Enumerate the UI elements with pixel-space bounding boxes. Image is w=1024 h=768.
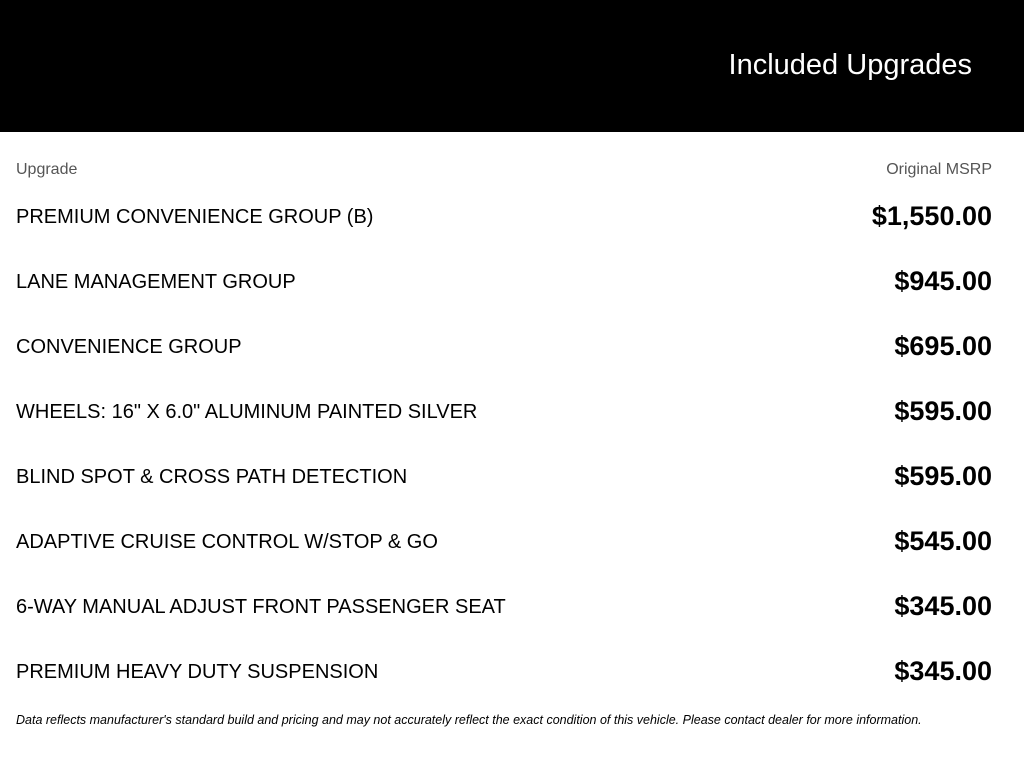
upgrade-name: PREMIUM CONVENIENCE GROUP (B) bbox=[16, 206, 374, 228]
upgrade-name: LANE MANAGEMENT GROUP bbox=[16, 271, 296, 293]
upgrade-price: $595.00 bbox=[894, 461, 992, 491]
disclaimer-text: Data reflects manufacturer's standard build and pricing and may not accurately reflect the exact condition of this vehicle. Please contact dealer for more information. bbox=[16, 713, 922, 727]
upgrade-price: $695.00 bbox=[894, 331, 992, 361]
upgrade-row bbox=[16, 509, 992, 574]
header-bar bbox=[0, 0, 1024, 132]
upgrade-name: BLIND SPOT & CROSS PATH DETECTION bbox=[16, 466, 408, 488]
upgrades-table bbox=[16, 132, 992, 686]
upgrade-row bbox=[16, 249, 992, 314]
upgrade-row bbox=[16, 444, 992, 509]
column-header-msrp: Original MSRP bbox=[886, 161, 992, 178]
upgrade-name: 6-WAY MANUAL ADJUST FRONT PASSENGER SEAT bbox=[16, 596, 506, 618]
upgrade-price: $1,550.00 bbox=[871, 201, 992, 231]
upgrade-row bbox=[16, 574, 992, 639]
upgrade-row bbox=[16, 314, 992, 379]
upgrade-price: $545.00 bbox=[894, 526, 992, 556]
upgrade-price: $595.00 bbox=[894, 396, 992, 426]
upgrade-row bbox=[16, 639, 992, 704]
upgrade-name: CONVENIENCE GROUP bbox=[16, 336, 242, 358]
upgrade-price: $945.00 bbox=[894, 266, 992, 296]
upgrade-name: ADAPTIVE CRUISE CONTROL W/STOP & GO bbox=[16, 531, 438, 553]
upgrade-row bbox=[16, 379, 992, 444]
upgrade-price: $345.00 bbox=[894, 591, 992, 621]
upgrade-row bbox=[16, 184, 992, 249]
upgrade-price: $345.00 bbox=[894, 656, 992, 686]
page-title: Included Upgrades bbox=[728, 49, 972, 81]
upgrade-name: PREMIUM HEAVY DUTY SUSPENSION bbox=[16, 661, 379, 683]
upgrade-list bbox=[16, 184, 992, 704]
upgrade-name: WHEELS: 16" X 6.0" ALUMINUM PAINTED SILVER bbox=[16, 401, 478, 423]
column-header-upgrade: Upgrade bbox=[16, 161, 78, 178]
